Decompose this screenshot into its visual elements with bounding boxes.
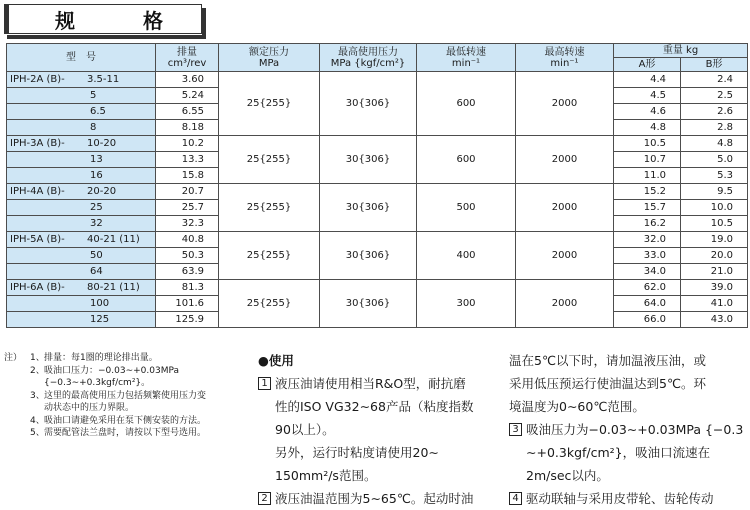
model-cell: [7, 296, 156, 312]
rated-pressure-value: 25{255}: [219, 136, 320, 184]
max-speed-value: 2000: [516, 72, 614, 136]
note-text: 排量：每1圈的理论排出量。: [44, 353, 158, 363]
usage-number: 2: [258, 492, 271, 505]
usage-column-1: [258, 349, 498, 510]
max-speed-value: 2000: [516, 184, 614, 232]
model-text: [7, 72, 155, 87]
model-text: [7, 120, 155, 135]
model-text: [7, 168, 155, 183]
usage-heading: ●使用: [258, 353, 294, 368]
spec-table: [6, 43, 748, 328]
model-size: 50: [90, 250, 103, 261]
rated-pressure-value: 25{255}: [219, 184, 320, 232]
weight-a-value: 4.8: [614, 120, 681, 136]
notes: [4, 352, 254, 440]
model-size: 40-21 (11): [87, 234, 140, 245]
header-max-pressure: 最高使用压力 MPa {kgf/cm²}: [320, 44, 417, 72]
usage-text: 采用低压预运行使油温达到5℃。环: [509, 376, 706, 391]
weight-b-value: 43.0: [681, 312, 748, 328]
usage-text: 液压油请使用相当R&O型，耐抗磨: [275, 376, 466, 391]
model-prefix: IPH-4A (B)-: [10, 186, 65, 197]
model-text: [7, 184, 155, 199]
displacement-value: 15.8: [156, 168, 219, 184]
table-row: [7, 280, 748, 296]
weight-b-value: 10.5: [681, 216, 748, 232]
note-line: [4, 415, 254, 428]
displacement-value: 125.9: [156, 312, 219, 328]
displacement-value: 13.3: [156, 152, 219, 168]
header-weight-b: B形: [681, 58, 748, 72]
note-number: 4、: [30, 415, 45, 426]
note-label: [4, 390, 30, 403]
usage-item: [258, 372, 498, 395]
note-label: 注）: [4, 353, 23, 363]
max-pressure-value: 30{306}: [320, 184, 417, 232]
weight-a-value: 34.0: [614, 264, 681, 280]
note-label: [4, 365, 30, 378]
model-prefix: IPH-3A (B)-: [10, 138, 65, 149]
usage-item: [258, 487, 498, 510]
header-max-speed: 最高转速 min⁻¹: [516, 44, 614, 72]
displacement-value: 81.3: [156, 280, 219, 296]
model-cell: [7, 104, 156, 120]
model-text: [7, 136, 155, 151]
min-speed-value: 300: [417, 280, 516, 328]
weight-b-value: 2.6: [681, 104, 748, 120]
note-number: 3、: [30, 390, 45, 401]
max-pressure-value: 30{306}: [320, 72, 417, 136]
model-cell: [7, 168, 156, 184]
usage-text: 境温度为0∼60℃范围。: [509, 399, 645, 414]
model-prefix: IPH-5A (B)-: [10, 234, 65, 245]
section-title: 规 格: [55, 8, 187, 33]
model-cell: [7, 280, 156, 296]
min-speed-value: 600: [417, 72, 516, 136]
header-weight: 重量 kg: [614, 44, 748, 58]
weight-a-value: 16.2: [614, 216, 681, 232]
model-text: [7, 248, 155, 263]
weight-b-value: 39.0: [681, 280, 748, 296]
weight-b-value: 5.0: [681, 152, 748, 168]
usage-text: 另外，运行时粘度请使用20∼: [275, 445, 439, 460]
weight-b-value: 4.8: [681, 136, 748, 152]
note-text: 动状态中的压力界限。: [44, 403, 135, 413]
model-text: [7, 264, 155, 279]
weight-a-value: 32.0: [614, 232, 681, 248]
weight-a-value: 64.0: [614, 296, 681, 312]
weight-a-value: 4.4: [614, 72, 681, 88]
usage-text: 液压油温范围为5∼65℃。起动时油: [275, 491, 474, 506]
usage-text: 90以上）。: [275, 422, 335, 437]
model-cell: [7, 152, 156, 168]
model-cell: [7, 136, 156, 152]
weight-a-value: 33.0: [614, 248, 681, 264]
max-speed-value: 2000: [516, 136, 614, 184]
weight-a-value: 10.5: [614, 136, 681, 152]
model-cell: [7, 248, 156, 264]
model-text: [7, 216, 155, 231]
weight-a-value: 11.0: [614, 168, 681, 184]
model-text: [7, 296, 155, 311]
model-cell: [7, 184, 156, 200]
max-pressure-value: 30{306}: [320, 280, 417, 328]
usage-text: 温在5℃以下时，请加温液压油，或: [509, 353, 706, 368]
note-number: 1、: [30, 353, 45, 363]
model-text: [7, 200, 155, 215]
displacement-value: 40.8: [156, 232, 219, 248]
table-row: [7, 232, 748, 248]
weight-b-value: 21.0: [681, 264, 748, 280]
weight-b-value: 10.0: [681, 200, 748, 216]
max-speed-value: 2000: [516, 280, 614, 328]
note-label: [4, 427, 30, 440]
note-text: 吸油口请避免采用在泵下侧安装的方法。: [44, 415, 207, 426]
displacement-value: 50.3: [156, 248, 219, 264]
header-model: 型 号: [7, 44, 156, 72]
weight-b-value: 41.0: [681, 296, 748, 312]
weight-a-value: 10.7: [614, 152, 681, 168]
header-min-speed: 最低转速 min⁻¹: [417, 44, 516, 72]
displacement-value: 3.60: [156, 72, 219, 88]
model-cell: [7, 120, 156, 136]
note-line: [4, 402, 254, 415]
note-number: 5、: [30, 428, 45, 438]
model-cell: [7, 312, 156, 328]
table-row: [7, 184, 748, 200]
model-size: 5: [90, 90, 97, 101]
usage-text: 驱动联轴与采用皮带轮、齿轮传动: [526, 491, 714, 506]
model-text: [7, 312, 155, 327]
model-text: [7, 104, 155, 119]
usage-number: 3: [509, 423, 522, 436]
rated-pressure-value: 25{255}: [219, 72, 320, 136]
weight-a-value: 15.7: [614, 200, 681, 216]
max-speed-value: 2000: [516, 232, 614, 280]
displacement-value: 20.7: [156, 184, 219, 200]
displacement-value: 8.18: [156, 120, 219, 136]
note-line: [4, 390, 254, 403]
weight-b-value: 2.5: [681, 88, 748, 104]
model-text: [7, 232, 155, 247]
model-cell: [7, 232, 156, 248]
weight-a-value: 62.0: [614, 280, 681, 296]
usage-item: [509, 418, 747, 441]
weight-a-value: 4.5: [614, 88, 681, 104]
displacement-value: 63.9: [156, 264, 219, 280]
header-weight-a: A形: [614, 58, 681, 72]
max-pressure-value: 30{306}: [320, 232, 417, 280]
model-size: 64: [90, 266, 103, 277]
usage-text: ∼+0.3kgf/cm²}，吸油口流速在: [526, 445, 711, 460]
table-row: [7, 72, 748, 88]
model-text: [7, 152, 155, 167]
note-line: [4, 377, 254, 390]
model-cell: [7, 200, 156, 216]
usage-number: 4: [509, 492, 522, 505]
usage-text: 150mm²/s范围。: [275, 468, 377, 483]
weight-b-value: 2.4: [681, 72, 748, 88]
model-size: 6.5: [90, 106, 106, 117]
model-size: 8: [90, 122, 97, 133]
note-number: 2、: [30, 365, 45, 376]
note-line: [4, 427, 254, 440]
model-prefix: IPH-6A (B)-: [10, 282, 65, 293]
title-shadow: [7, 35, 206, 39]
model-cell: [7, 216, 156, 232]
note-line: [4, 352, 254, 365]
note-text: 这里的最高使用压力包括频繁使用压力变: [44, 390, 207, 401]
model-size: 25: [90, 202, 103, 213]
note-text: 吸油口压力：−0.03∼+0.03MPa: [44, 365, 180, 376]
weight-b-value: 9.5: [681, 184, 748, 200]
rated-pressure-value: 25{255}: [219, 280, 320, 328]
min-speed-value: 600: [417, 136, 516, 184]
model-size: 3.5-11: [87, 74, 120, 85]
model-size: 10-20: [87, 138, 117, 149]
model-size: 16: [90, 170, 103, 181]
weight-b-value: 19.0: [681, 232, 748, 248]
spec-table-body: [7, 72, 748, 328]
max-pressure-value: 30{306}: [320, 136, 417, 184]
weight-a-value: 66.0: [614, 312, 681, 328]
model-prefix: IPH-2A (B)-: [10, 74, 65, 85]
usage-number: 1: [258, 377, 271, 390]
displacement-value: 10.2: [156, 136, 219, 152]
model-size: 32: [90, 218, 103, 229]
weight-a-value: 15.2: [614, 184, 681, 200]
min-speed-value: 500: [417, 184, 516, 232]
min-speed-value: 400: [417, 232, 516, 280]
usage-text: 2m/sec以内。: [526, 468, 609, 483]
displacement-value: 25.7: [156, 200, 219, 216]
usage-text: 性的ISO VG32∼68产品（粘度指数: [275, 399, 474, 414]
table-row: [7, 136, 748, 152]
model-size: 20-20: [87, 186, 117, 197]
model-text: [7, 88, 155, 103]
model-size: 125: [90, 314, 110, 325]
model-size: 13: [90, 154, 103, 165]
weight-b-value: 2.8: [681, 120, 748, 136]
note-line: [4, 365, 254, 378]
model-cell: [7, 72, 156, 88]
displacement-value: 6.55: [156, 104, 219, 120]
displacement-value: 101.6: [156, 296, 219, 312]
usage-item: [509, 487, 747, 510]
model-size: 80-21 (11): [87, 282, 140, 293]
weight-a-value: 4.6: [614, 104, 681, 120]
weight-b-value: 20.0: [681, 248, 748, 264]
section-title-box: [4, 4, 202, 34]
rated-pressure-value: 25{255}: [219, 232, 320, 280]
note-text: {−0.3∼+0.3kgf/cm²}。: [44, 378, 151, 388]
displacement-value: 5.24: [156, 88, 219, 104]
note-text: 需要配管法兰盘时，请按以下型号选用。: [44, 428, 207, 438]
usage-column-2: [509, 349, 747, 510]
model-size: 100: [90, 298, 110, 309]
displacement-value: 32.3: [156, 216, 219, 232]
header-displacement: 排量 cm³/rev: [156, 44, 219, 72]
header-rated-pressure: 额定压力 MPa: [219, 44, 320, 72]
model-cell: [7, 88, 156, 104]
model-cell: [7, 264, 156, 280]
usage-text: 吸油压力为−0.03∼+0.03MPa {−0.3: [526, 422, 744, 437]
weight-b-value: 5.3: [681, 168, 748, 184]
note-label: [4, 415, 30, 428]
model-text: [7, 280, 155, 295]
